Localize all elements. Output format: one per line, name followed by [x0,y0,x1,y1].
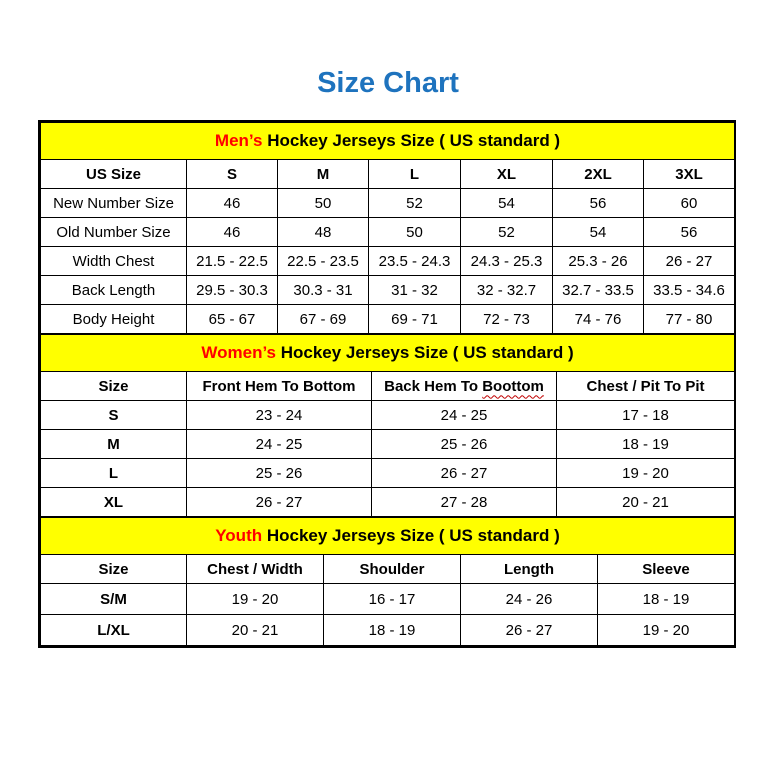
womens-title-text: Hockey Jerseys Size ( US standard ) [280,343,574,362]
table-cell: 77 - 80 [644,305,735,334]
table-cell: 17 - 18 [557,401,735,430]
row-label: S [41,401,187,430]
column-header: S [187,160,278,189]
table-row [41,488,735,517]
mens-table-title-row [41,123,735,160]
table-row [41,459,735,488]
table-cell: 22.5 - 23.5 [278,247,369,276]
mens-accent-label: Men’s [214,131,263,150]
mens-table-title [41,123,735,160]
table-cell: 21.5 - 22.5 [187,247,278,276]
column-header: Chest / Width [187,555,324,584]
table-cell: 69 - 71 [369,305,461,334]
row-label: Old Number Size [41,218,187,247]
table-cell: 50 [278,189,369,218]
row-label: Back Length [41,276,187,305]
table-row [41,189,735,218]
column-header: Front Hem To Bottom [187,372,372,401]
womens-column-header-row [41,372,735,401]
table-cell: 19 - 20 [187,584,324,615]
table-cell: 54 [553,218,644,247]
table-row [41,305,735,334]
row-label: XL [41,488,187,517]
table-cell: 24 - 26 [461,584,598,615]
misspelled-word: Boottom [482,377,544,395]
column-header: 2XL [553,160,644,189]
table-cell: 19 - 20 [598,615,735,646]
table-cell: 26 - 27 [461,615,598,646]
column-header: Shoulder [324,555,461,584]
womens-table-title-row [41,335,735,372]
table-cell: 65 - 67 [187,305,278,334]
table-cell: 26 - 27 [644,247,735,276]
table-cell: 67 - 69 [278,305,369,334]
table-row [41,401,735,430]
column-header: 3XL [644,160,735,189]
womens-size-table [40,334,735,517]
mens-column-header-row [41,160,735,189]
column-header: Chest / Pit To Pit [557,372,735,401]
column-header-text: Back Hem To [384,377,479,395]
table-cell: 24 - 25 [372,401,557,430]
column-header: Sleeve [598,555,735,584]
table-cell: 32.7 - 33.5 [553,276,644,305]
table-cell: 32 - 32.7 [461,276,553,305]
mens-size-table [40,122,735,334]
table-row [41,584,735,615]
womens-accent-label: Women’s [201,343,276,362]
table-cell: 19 - 20 [557,459,735,488]
table-cell: 23.5 - 24.3 [369,247,461,276]
youth-title-text: Hockey Jerseys Size ( US standard ) [266,526,560,545]
size-chart-container [38,120,736,648]
column-header: Size [41,555,187,584]
column-header: L [369,160,461,189]
table-cell: 52 [461,218,553,247]
table-row [41,276,735,305]
table-cell: 18 - 19 [324,615,461,646]
table-cell: 26 - 27 [372,459,557,488]
row-label: M [41,430,187,459]
table-cell: 54 [461,189,553,218]
row-label: S/M [41,584,187,615]
table-cell: 56 [553,189,644,218]
column-header: Length [461,555,598,584]
row-label: L [41,459,187,488]
table-cell: 25.3 - 26 [553,247,644,276]
table-row [41,615,735,646]
table-cell: 52 [369,189,461,218]
youth-column-header-row [41,555,735,584]
table-cell: 56 [644,218,735,247]
table-cell: 20 - 21 [557,488,735,517]
youth-size-table [40,517,735,646]
column-header-misspelled [372,372,557,401]
table-cell: 24.3 - 25.3 [461,247,553,276]
table-cell: 29.5 - 30.3 [187,276,278,305]
table-cell: 23 - 24 [187,401,372,430]
table-row [41,430,735,459]
column-header: XL [461,160,553,189]
youth-table-title [41,518,735,555]
table-cell: 60 [644,189,735,218]
womens-table-title [41,335,735,372]
table-cell: 48 [278,218,369,247]
table-cell: 25 - 26 [372,430,557,459]
row-label: New Number Size [41,189,187,218]
row-label: Width Chest [41,247,187,276]
table-cell: 30.3 - 31 [278,276,369,305]
table-row [41,247,735,276]
column-header: M [278,160,369,189]
row-label: L/XL [41,615,187,646]
table-cell: 18 - 19 [598,584,735,615]
table-row [41,218,735,247]
table-cell: 20 - 21 [187,615,324,646]
table-cell: 25 - 26 [187,459,372,488]
table-cell: 50 [369,218,461,247]
column-header: US Size [41,160,187,189]
table-cell: 26 - 27 [187,488,372,517]
youth-table-title-row [41,518,735,555]
table-cell: 16 - 17 [324,584,461,615]
table-cell: 46 [187,218,278,247]
youth-accent-label: Youth [215,526,263,545]
table-cell: 74 - 76 [553,305,644,334]
column-header: Size [41,372,187,401]
table-cell: 72 - 73 [461,305,553,334]
page-title: Size Chart [317,67,459,99]
table-cell: 46 [187,189,278,218]
table-cell: 31 - 32 [369,276,461,305]
row-label: Body Height [41,305,187,334]
table-cell: 18 - 19 [557,430,735,459]
table-cell: 27 - 28 [372,488,557,517]
table-cell: 33.5 - 34.6 [644,276,735,305]
table-cell: 24 - 25 [187,430,372,459]
mens-title-text: Hockey Jerseys Size ( US standard ) [267,131,561,150]
